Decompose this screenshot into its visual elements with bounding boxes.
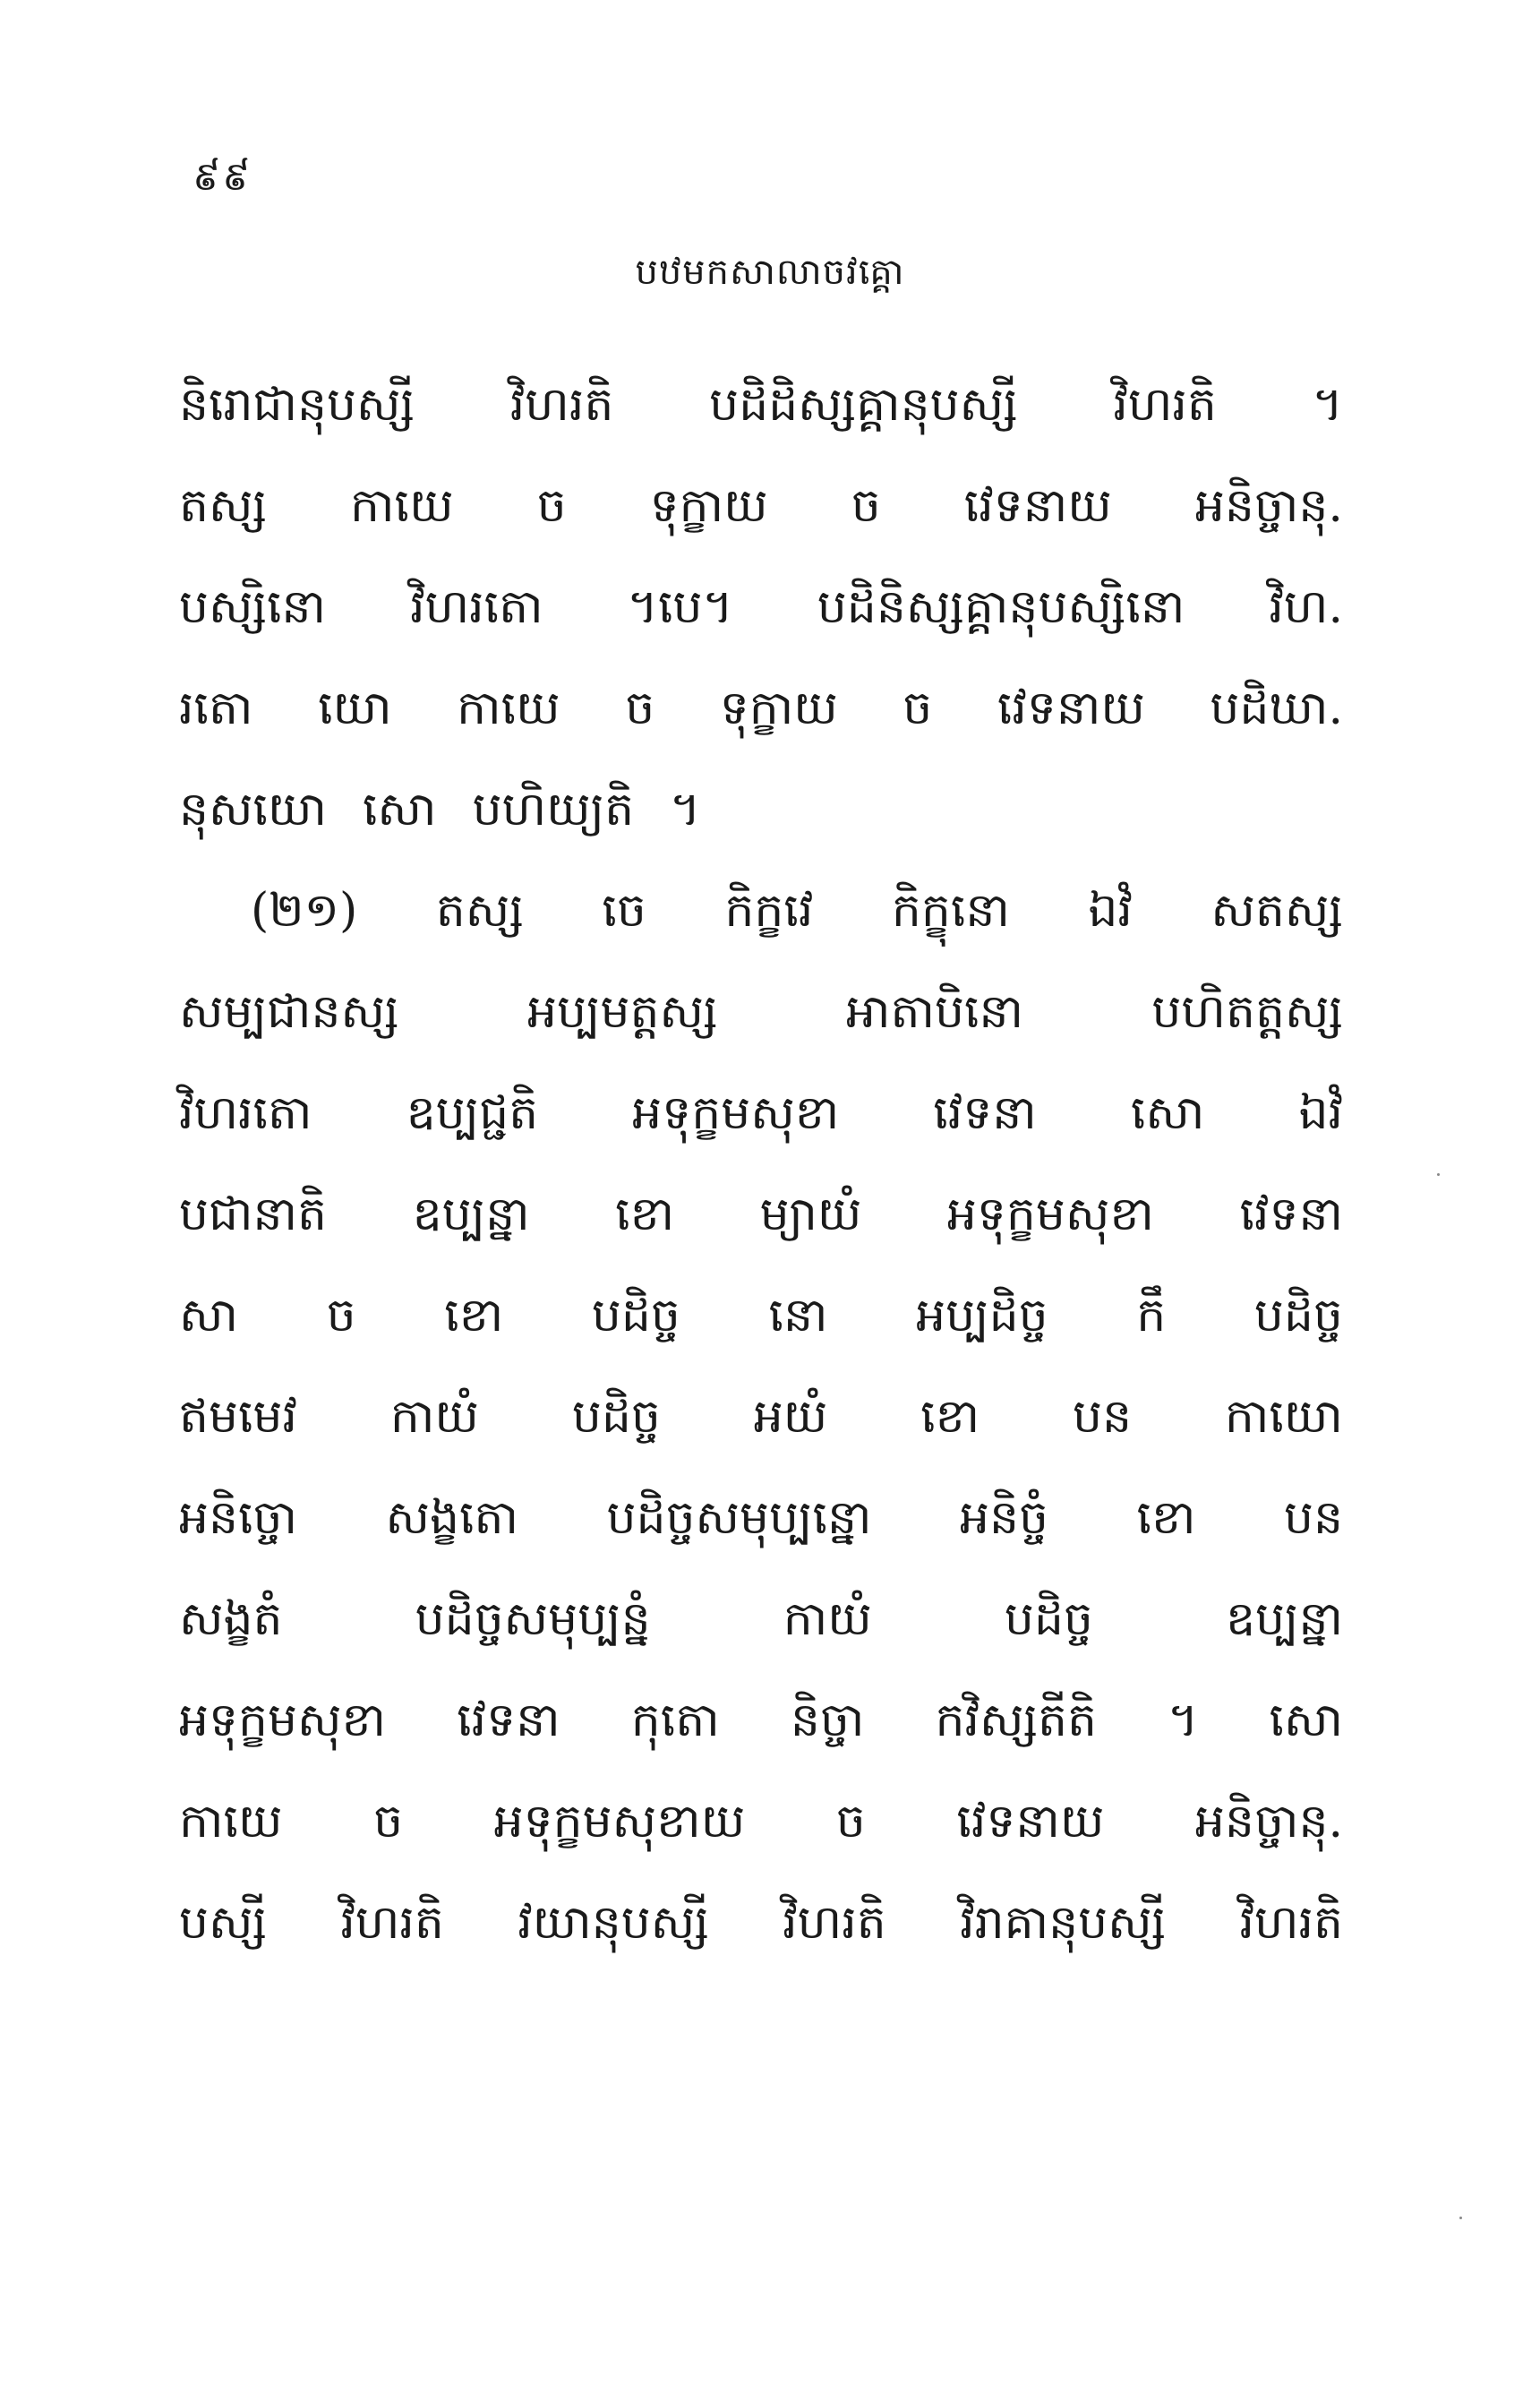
word: អនិច្ចានុ.: [1194, 1794, 1343, 1848]
word: ឯវំ: [1298, 1085, 1343, 1140]
text-line: [179, 1674, 1343, 1775]
text-line: [179, 358, 1343, 459]
word: អនិច្ចំ: [960, 1490, 1049, 1545]
word: កិក្ខវេ: [724, 883, 814, 938]
word: ។: [1312, 377, 1343, 432]
word: វេទនា: [933, 1085, 1037, 1140]
word: សតស្ស: [1211, 883, 1343, 938]
text-line: [179, 864, 1343, 965]
word: អយំ: [753, 1389, 828, 1444]
word: សោ: [1269, 1693, 1343, 1747]
word: បន: [1073, 1389, 1133, 1444]
word: បហិតត្តស្ស: [1151, 984, 1343, 1039]
word: បដិច្ច: [571, 1389, 661, 1444]
text-line: [179, 1370, 1343, 1471]
word: បដិច្ច: [591, 1288, 680, 1342]
word: តស្ស: [179, 478, 268, 533]
word: ចេ: [602, 883, 646, 938]
word: ច: [326, 1288, 356, 1342]
word: វេទនាយ: [997, 681, 1145, 735]
word: អទុក្ខមសុខា: [946, 1187, 1154, 1241]
text-line: [179, 965, 1343, 1067]
text-line: [179, 561, 1343, 662]
word: នុសយោ: [179, 782, 328, 836]
word: បដិច្ចសមុប្បន្នំ: [415, 1591, 651, 1646]
scan-speck: [1459, 2217, 1462, 2219]
word: វិហរតិ: [509, 377, 614, 432]
word: អទុក្ខមសុខាយ: [493, 1794, 746, 1848]
word: និរោជានុបស្សី: [179, 377, 415, 432]
word: វិហ.: [1269, 579, 1343, 634]
word: ឥមមេវ: [179, 1389, 298, 1444]
word: អទុក្ខមសុខា: [632, 1085, 840, 1140]
word: វិរាគានុបស្សី: [960, 1895, 1167, 1950]
word: ។បេ។: [627, 579, 733, 634]
word: វិហរតិ: [340, 1895, 444, 1950]
word: កាយេ: [179, 1794, 283, 1848]
word: យោ: [318, 681, 392, 735]
running-header: បឋមកសាលាចវគ្គោ: [635, 252, 905, 293]
word: សោ: [1130, 1085, 1205, 1140]
word: បដិឃា.: [1210, 681, 1343, 735]
word: វេទនា: [1239, 1187, 1343, 1241]
word: ។: [670, 782, 701, 836]
word: បដិច្ច: [1004, 1591, 1093, 1646]
word: កាយោ: [1224, 1389, 1343, 1444]
word: ខោ: [444, 1288, 504, 1342]
word: វិហរតិ: [1113, 377, 1217, 432]
word: កវិស្សតីតិ: [935, 1693, 1097, 1747]
word: ឯវំ: [1088, 883, 1133, 938]
text-line: [179, 459, 1343, 561]
word: ។: [1168, 1693, 1199, 1747]
word: សង្ខតោ: [385, 1490, 519, 1545]
word: វេទនា: [457, 1693, 560, 1747]
word: សង្ខតំ: [179, 1591, 283, 1646]
word: កាយំ: [783, 1591, 872, 1646]
word: ម្យាយំ: [759, 1187, 862, 1241]
text-line: [179, 1775, 1343, 1876]
word: ខោ: [615, 1187, 675, 1241]
text-line: [179, 1269, 1343, 1370]
word: ឧប្បន្នា: [1225, 1591, 1343, 1646]
word: វិហរតិ: [1239, 1895, 1343, 1950]
word: វិហរតិ: [783, 1895, 886, 1950]
word: កាយេ: [350, 478, 454, 533]
word: ច: [625, 681, 655, 735]
word: កាយំ: [389, 1389, 479, 1444]
word: ច: [536, 478, 567, 533]
word: សោ: [363, 782, 437, 836]
word: តស្ស: [435, 883, 524, 938]
word: សម្បជានស្ស: [179, 984, 399, 1039]
word: អនិច្ចោ: [179, 1490, 298, 1545]
text-line: [179, 1471, 1343, 1573]
word: នោ: [768, 1288, 828, 1342]
word: ទុក្ខាយ: [719, 681, 838, 735]
word: បហិយ្យតិ: [472, 782, 635, 836]
word: ឧប្បន្នា: [412, 1187, 530, 1241]
word: អប្បដិច្ច: [916, 1288, 1048, 1342]
word: អាតាបិនោ: [845, 984, 1023, 1039]
word: ខោ: [1136, 1490, 1196, 1545]
word: បដិនិស្សគ្គានុបស្សិនោ: [817, 579, 1185, 634]
text-line: [179, 763, 1343, 864]
text-line: [179, 1067, 1343, 1168]
word: បដិដិស្សគ្គានុបស្សី: [709, 377, 1018, 432]
word: កឹ: [1136, 1288, 1167, 1342]
scan-speck: [1437, 1173, 1440, 1176]
word: វេទនាយ: [963, 478, 1112, 533]
word: បស្សិនោ: [179, 579, 327, 634]
page-number: ៩៩: [192, 154, 252, 200]
word: វិហរតោ: [179, 1085, 312, 1140]
word: បដិច្ច: [1253, 1288, 1343, 1342]
word: អទុក្ខមសុខា: [179, 1693, 387, 1747]
word: វិហរតោ: [410, 579, 543, 634]
text-line: [179, 1573, 1343, 1674]
word: ច: [903, 681, 933, 735]
text-line: [179, 1876, 1343, 1977]
word: វយានុបស្សី: [518, 1895, 709, 1950]
word: ខោ: [920, 1389, 980, 1444]
word: ឧប្បជ្ជតិ: [406, 1085, 539, 1140]
word: កុតោ: [630, 1693, 720, 1747]
word: និច្ចា: [790, 1693, 865, 1747]
word: វេទនាយ: [956, 1794, 1105, 1848]
text-line: [179, 1168, 1343, 1269]
text-line: [179, 662, 1343, 763]
word: កិក្ខុនោ: [891, 883, 1010, 938]
word: បស្សី: [179, 1895, 268, 1950]
word: បដិច្ចសមុប្បន្នោ: [606, 1490, 872, 1545]
word: កាយេ: [457, 681, 560, 735]
word: អប្បមត្តស្ស: [526, 984, 718, 1039]
word: សា: [179, 1288, 239, 1342]
word: ច: [851, 478, 881, 533]
word: បន: [1283, 1490, 1343, 1545]
word: អនិច្ចានុ.: [1194, 478, 1343, 533]
word: បជានាតិ: [179, 1187, 328, 1241]
body-text: [179, 358, 1343, 1977]
word: ទុក្ខាយ: [649, 478, 768, 533]
word: ច: [373, 1794, 404, 1848]
word: (២១): [251, 883, 358, 938]
word: ច: [835, 1794, 866, 1848]
word: រតោ: [179, 681, 253, 735]
